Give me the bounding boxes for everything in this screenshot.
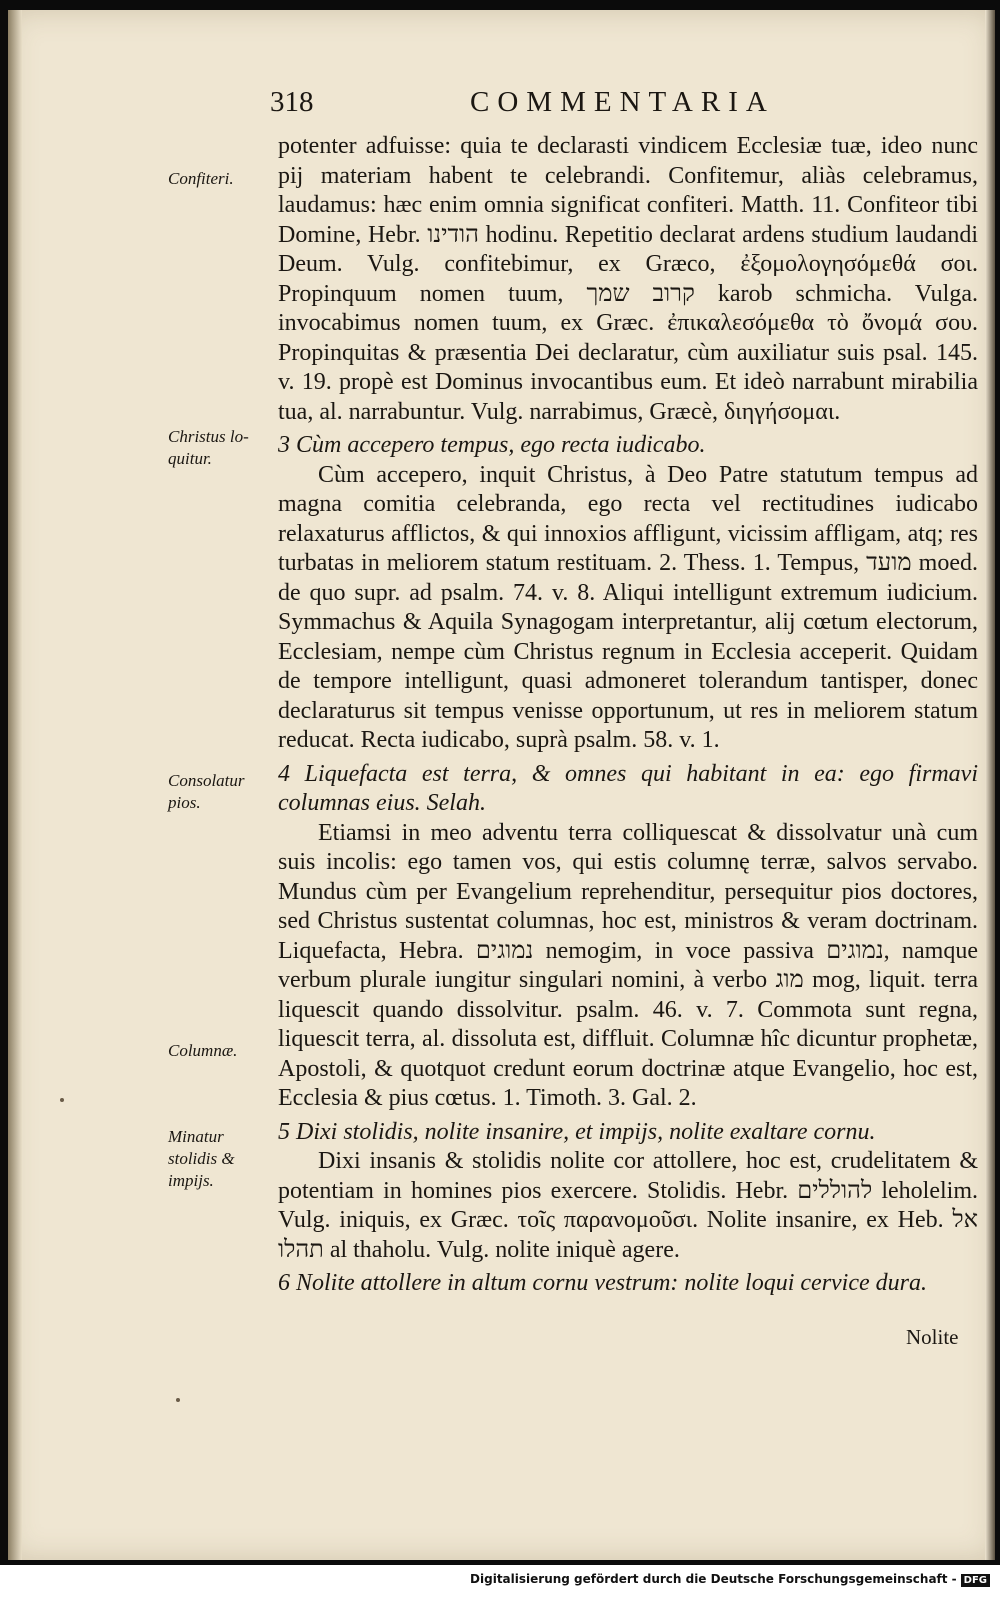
margin-note-consolatur: Consolatur pios. [168,771,245,812]
catchword: Nolite [906,1325,959,1349]
page-edge [985,10,995,1560]
dfg-logo: DFG [961,1574,990,1587]
margin-note-minatur: Minatur stolidis & impijs. [168,1127,235,1190]
margin-note-confiteri: Confiteri. [168,169,234,188]
verse-5: 5 Dixi stolidis, nolite insanire, et impijs, nolite exaltare cornu. [278,1118,876,1145]
gutter-edge [8,10,22,1560]
main-text-block [278,132,978,1299]
credit-text: Digitalisierung gefördert durch die Deutsche Forschungsgemeinschaft - [470,1572,957,1586]
commentary-verse-3: Cùm accepero, inquit Christus, à Deo Patre statutum tempus ad magna comitia celebranda, ego recta vel rectitudines iudicabo relaxaturus afflictos, & qui innoxios affligunt, vicissim affligam, atq; res turbatas in meliorem statum restituam. 2. Thess. 1. Tempus, מועד moed. de quo supr. ad psalm. 74. v. 8. Aliqui intelligunt extremum iudicium. Symmachus & Aquila Synagogam interpretantur, alij cœtum electorum, Ecclesiam, nempe cùm Christus regnum in Ecclesia acceperit. Quidam de tempore intelligunt, quasi admoneret tolerandum tantisper, donec declaraturus sit tempus venisse opportunum, ut res in meliorem statum reducat. Recta iudicabo, suprà psalm. 58. v. 1. [278,461,978,753]
digitization-credit [470,1572,990,1586]
running-head: COMMENTARIA [470,86,775,118]
verse-3: 3 Cùm accepero tempus, ego recta iudicabo. [278,432,706,458]
ink-speck [60,1098,64,1102]
verse-4: 4 Liquefacta est terra, & omnes qui habitant in ea: ego firmavi columnas eius. Selah. [278,760,978,816]
page-number: 318 [270,86,314,118]
margin-note-columnae: Columnæ. [168,1041,238,1060]
page-header [270,86,830,126]
commentary-verse-5: Dixi insanis & stolidis nolite cor attollere, hoc est, crudelitatem & potentiam in homines pios exercere. Stolidis. Hebr. להוללים leholelim. Vulg. iniquis, ex Græc. τοῖς παρανομοῦσι. Nolite insanire, ex Heb. אל תהלו al thaholu. Vulg. nolite iniquè agere. [278,1148,978,1263]
verse-6: 6 Nolite attollere in altum cornu vestrum: nolite loqui cervice dura. [278,1270,927,1296]
paragraph-continuation: potenter adfuisse: quia te declarasti vindicem Ecclesiæ tuæ, ideo nunc pij materiam habent te celebrandi. Confitemur, aliàs celebramus, laudamus: hæc enim omnia significat confiteri. Matth. 11. Confiteor tibi Domine, Hebr. הודינו hodinu. Repetitio declarat ardens studium laudandi Deum. Vulg. confitebimur, ex Græco, ἐξομολογησόμεθά σοι. Propinquum nomen tuum, קרוב שמך karob schmicha. Vulga. invocabimus nomen tuum, ex Græc. ἐπικαλεσόμεθα τὸ ὄνομά σου. Propinquitas & præsentia Dei declaratur, cùm auxiliatur suis psal. 145. v. 19. propè est Dominus invocantibus eum. Et ideò narrabunt mirabilia tua, al. narrabuntur. Vulg. narrabimus, Græcè, διηγήσομαι. [278,133,978,425]
ink-speck [176,1398,180,1402]
commentary-verse-4: Etiamsi in meo adventu terra colliquescat & dissolvatur unà cum suis incolis: ego tamen vos, qui estis columnę terræ, salvos servabo. Mundus cùm per Evangelium reprehenditur, persequitur pios doctores, sed Christus sustentat columnas, hoc est, ministros & veram doctrinam. Liquefacta, Hebra. נמוגים nemogim, in voce passiva נמוגים, namque verbum plurale iungitur singulari nomini, à verbo מוג mog, liquit. terra liquescit quando dissolvitur. psalm. 46. v. 7. Commota sunt regna, liquescit terra, al. dissoluta est, diffluit. Columnæ hîc dicuntur prophetæ, Apostoli, & quotquot credunt eorum doctrinæ atque Evangelio, hoc est, Ecclesia & pius cœtus. 1. Timoth. 3. Gal. 2. [278,819,978,1111]
margin-note-christus: Christus lo- quitur. [168,427,249,468]
